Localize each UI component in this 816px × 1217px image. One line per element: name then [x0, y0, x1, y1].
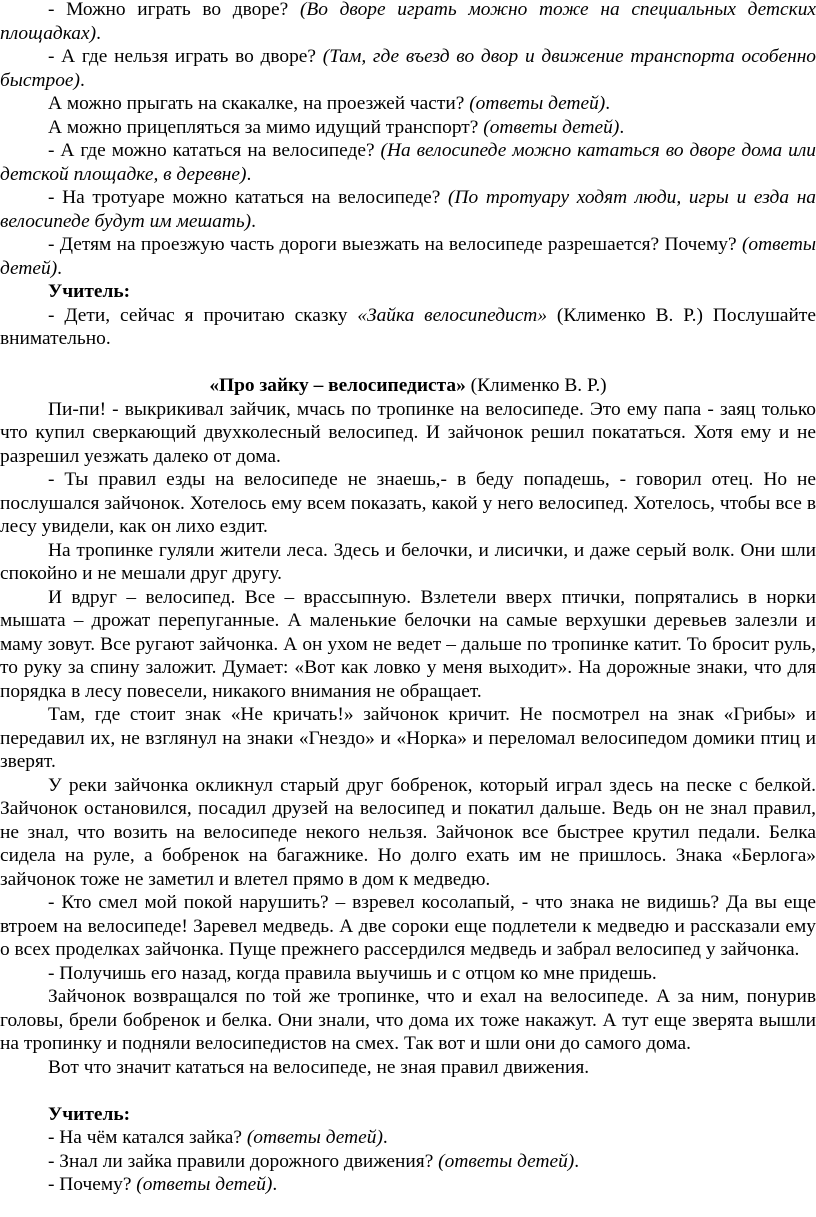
punctuation: .: [251, 210, 256, 232]
blank-line: [0, 1079, 816, 1103]
story-paragraph: Зайчонок возвращался по той же тропинке, что и ехал на велосипеде. А за ним, понурив головы, брели бобренок и белка. Они знали, что дома их тоже накажут. А тут еще зверята вышли на тропинку и подняли велосипедистов на смех. Так вот и шли они до самого дома.: [0, 986, 816, 1054]
answer-text: (По тротуару ходят люди, игры и езда на велосипеде будут им мешать): [0, 187, 816, 232]
teacher-label: Учитель:: [48, 281, 131, 302]
answer-text: (ответы детей): [246, 1127, 383, 1148]
question-text: - Почему?: [48, 1174, 137, 1195]
story-paragraph: - Получишь его назад, когда правила выучишь и с отцом ко мне придешь.: [48, 962, 657, 984]
intro-item: [0, 116, 816, 140]
question-item: [0, 1150, 816, 1174]
story-paragraph: Пи-пи! - выкрикивал зайчик, мчась по тропинке на велосипеде. Это ему папа - заяц только что купил сверкающий двухколесный велосипед. И зайчонок решил покататься. Хотя ему и не разрешил уезжать далеко от дома.: [0, 398, 816, 467]
answer-text: (На велосипеде можно кататься во дворе дома или детской площадке, в деревне): [0, 140, 816, 185]
story-heading: [0, 374, 816, 398]
question-text: - Знал ли зайка правили дорожного движения?: [48, 1150, 439, 1172]
question-text: А можно прыгать на скакалке, на проезжей части?: [48, 93, 470, 114]
tale-title-inline: «Зайка велосипедист»: [357, 304, 548, 326]
punctuation: .: [272, 1174, 278, 1195]
question-item: [0, 1173, 816, 1197]
story-paragraph: Вот что значит кататься на велосипеде, не зная правил движения.: [48, 1056, 590, 1078]
answer-text: (ответы детей): [483, 116, 620, 138]
punctuation: .: [57, 257, 63, 279]
answer-text: (Там, где въезд во двор и движение транспорта особенно быстрое): [0, 46, 816, 91]
punctuation: .: [574, 1150, 580, 1172]
punctuation: .: [96, 22, 101, 44]
answer-text: (Во дворе играть можно тоже на специальных детских площадках): [0, 0, 816, 44]
story-paragraph: На тропинке гуляли жители леса. Здесь и белочки, и лисички, и даже серый волк. Они шли спокойно и не мешали друг другу.: [0, 539, 816, 584]
answer-text: (ответы детей): [469, 93, 606, 114]
teacher-intro-text: - Дети, сейчас я прочитаю сказку: [48, 304, 358, 326]
teacher-intro: [0, 304, 816, 351]
answer-text: (ответы детей): [0, 234, 816, 279]
question-text: - На тротуаре можно кататься на велосипеде?: [48, 187, 449, 208]
intro-item: [0, 139, 816, 186]
intro-item: [0, 233, 816, 280]
punctuation: .: [382, 1127, 388, 1148]
story-paragraph: Там, где стоит знак «Не кричать!» зайчонок кричит. Не посмотрел на знак «Грибы» и передавил их, не взглянул на знаки «Гнездо» и «Норка» и переломал велосипедом домики птиц и зверят.: [0, 704, 816, 772]
intro-item: [0, 92, 816, 116]
question-text: - А где можно кататься на велосипеде?: [48, 140, 381, 161]
question-text: - Можно играть во дворе?: [48, 0, 300, 20]
story-paragraph: У реки зайчонка окликнул старый друг бобренок, который играл здесь на песке с белкой. Зайчонок остановился, посадил друзей на велосипед и покатил дальше. Ведь он не знал правил, не знал, что возить на велосипеде некого нельзя. Зайчонок все быстрее крутил педали. Белка сидела на руле, а бобренок на багажнике. Но долго ехать им не пришлось. Знака «Берлога» зайчонок тоже не заметил и влетел прямо в дом к медведю.: [0, 774, 816, 890]
punctuation: .: [619, 116, 625, 138]
story-author: (Клименко В. Р.): [465, 375, 607, 396]
question-item: [0, 1126, 816, 1150]
story-title: «Про зайку – велосипедиста»: [209, 375, 466, 396]
intro-item: [0, 45, 816, 92]
punctuation: .: [246, 163, 252, 185]
punctuation: .: [79, 69, 85, 91]
story-paragraph: - Ты правил езды на велосипеде не знаешь,- в беду попадешь, - говорил отец. Но не послушался зайчонок. Хотелось ему всем показать, какой у него велосипед. Хотелось, чтобы все в лесу увидели, как он лихо ездит.: [0, 469, 816, 537]
question-text: - А где нельзя играть во дворе?: [48, 46, 323, 67]
punctuation: .: [605, 93, 611, 114]
question-text: А можно прицепляться за мимо идущий транспорт?: [48, 116, 484, 138]
teacher-intro-text-end: (Клименко В. Р.) Послушайте внимательно.: [0, 304, 816, 349]
blank-line: [0, 351, 816, 375]
intro-item: [0, 0, 816, 45]
question-text: - На чём катался зайка?: [48, 1127, 247, 1148]
teacher-label-2: Учитель:: [48, 1103, 131, 1125]
intro-item: [0, 186, 816, 233]
answer-text: (ответы детей): [136, 1174, 273, 1195]
question-text: - Детям на проезжую часть дороги выезжать на велосипеде разрешается? Почему?: [48, 234, 742, 255]
story-paragraph: - Кто смел мой покой нарушить? – взревел косолапый, - что знака не видишь? Да вы еще втроем на велосипеде! Заревел медведь. А две сороки еще подлетели к медведю и рассказали ему о всех проделках зайчонка. Пуще прежнего рассердился медведь и забрал велосипед у зайчонка.: [0, 892, 816, 960]
answer-text: (ответы детей): [438, 1150, 575, 1172]
story-paragraph: И вдруг – велосипед. Все – врассыпную. Взлетели вверх птички, попрятались в норки мышата – дрожат перепуганные. А маленькие белочки на самые верхушки деревьев залезли и маму зовут. Все ругают зайчонка. А он ухом не ведет – дальше по тропинке катит. То бросит руль, то руку за спину заложит. Думает: «Вот как ловко у меня выходит». На дорожные знаки, что для порядка в лесу повесели, никакого внимания не обращает.: [0, 586, 816, 702]
